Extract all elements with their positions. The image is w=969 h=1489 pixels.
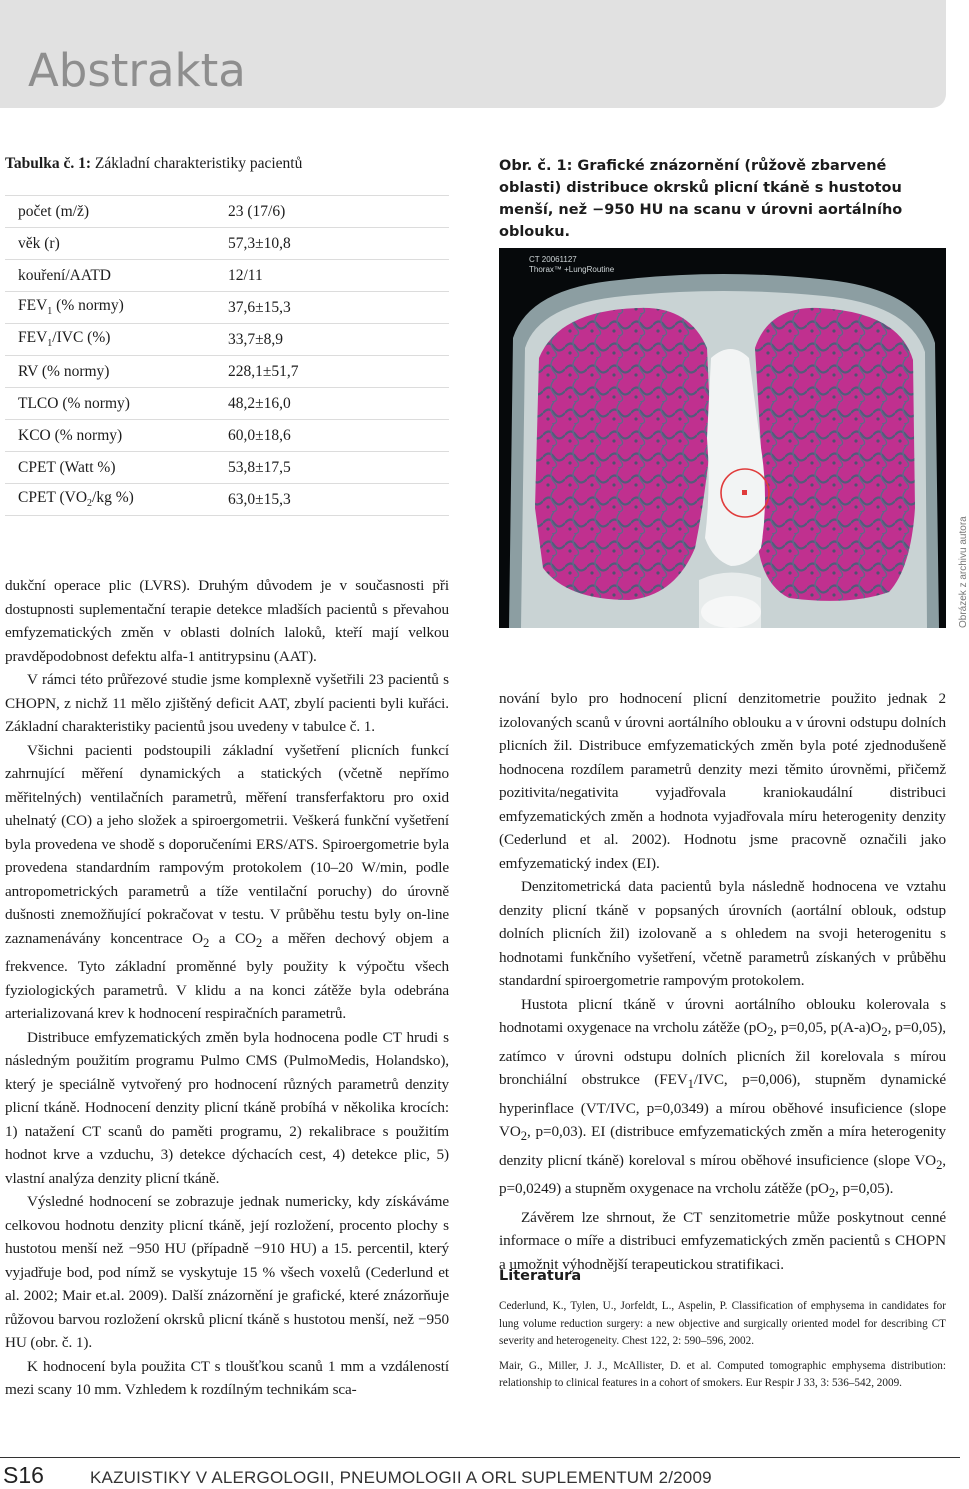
patient-characteristics-table bbox=[5, 195, 449, 516]
parameter-subscript: 1 bbox=[47, 338, 53, 350]
parameter-cell bbox=[5, 420, 228, 452]
value-cell: 33,7±8,9 bbox=[228, 324, 449, 356]
value-cell: 37,6±15,3 bbox=[228, 292, 449, 324]
parameter-label: CPET (VO bbox=[18, 489, 88, 507]
ct-label-1: CT 20061127 bbox=[529, 255, 577, 264]
value-cell: 23 (17/6) bbox=[228, 196, 449, 228]
subscript: 2 bbox=[202, 935, 210, 950]
table-caption-text: Základní charakteristiky pacientů bbox=[91, 155, 303, 172]
right-p3-b: , p=0,05, p(A-a)O bbox=[773, 1019, 882, 1036]
value-cell: 48,2±16,0 bbox=[228, 388, 449, 420]
left-column bbox=[5, 574, 449, 1402]
value-cell: 60,0±18,6 bbox=[228, 420, 449, 452]
parameter-subscript: 2 bbox=[87, 498, 93, 510]
ct-scan-image bbox=[499, 248, 946, 628]
left-paragraph-3 bbox=[5, 739, 449, 1026]
table-row bbox=[5, 388, 449, 420]
value-cell: 57,3±10,8 bbox=[228, 228, 449, 260]
left-p3-c: a měřen dechový objem a frekvence. Tyto základní proměnné byly použity k výpočtu všech fyziologických parametrů. V klidu a na konci zátěže byla odebrána arterializovaná krev k hodnocení respiračních parametrů. bbox=[5, 929, 450, 1023]
subscript: 1 bbox=[687, 1077, 694, 1092]
table-row bbox=[5, 292, 449, 324]
parameter-label: KCO (% normy) bbox=[18, 426, 123, 444]
right-p3-a: Hustota plicní tkáně v úrovni aortálního oblouku kolerovala s hodnotami oxygenace na vrcholu zátěže (pO bbox=[499, 995, 946, 1036]
parameter-cell bbox=[5, 196, 228, 228]
value-cell: 63,0±15,3 bbox=[228, 484, 449, 516]
table-row bbox=[5, 420, 449, 452]
left-p3-a: Všichni pacienti podstoupili základní vyšetření plicních funkcí zahrnující měření dynamických a statických (včetně nepřímo měřitelných) ventilačních parametrů, měření transferfaktoru pro oxid uhelnatý (CO) a jeho složek a spiroergometrii. Veškerá funkční vyšetření byla provedena ve shodě s doporučeními ERS/ATS. Spiroergometrie byla provedena standardním rampovým protokolem (10–20 W/min, podle antropometrických parametrů a tíže ventilační poruchy) do úrovně dušnosti znemožňující pokračovat v testu. V průběhu testu byly on-line zaznamenávány koncentrace O bbox=[5, 741, 449, 947]
parameter-cell bbox=[5, 388, 228, 420]
value-cell: 12/11 bbox=[228, 260, 449, 292]
left-paragraph-5: Výsledné hodnocení se zobrazuje jednak numericky, kdy získáváme celkovou hodnotu denzity plicní tkáně, její rozložení, procento plochy s hustotou menší než −950 HU (případně −910 HU) a 15. percentil, který vyjadřuje bod, pod nímž se vyskytuje 15 % všech voxelů (Cederlund et al. 2002; Mair et.al. 2009). Další znázornění je grafické, které znázorňuje růžovou barvou rozložení okrsků plicní tkáně s hustotou menší, než −950 HU (obr. č. 1). bbox=[5, 1193, 449, 1352]
parameter-label-suffix: (% normy) bbox=[52, 297, 124, 315]
right-p3-c: , p=0,05), zatímco v úrovni odstupu dolních plicních žil korelovala s mírou bronchiální obstrukce (FEV bbox=[499, 1019, 946, 1089]
right-paragraph-2: Denzitometrická data pacientů byla následně hodnocena ve vztahu denzity plicní tkáně v popsaných úrovních (aortální oblouk, odstup dolních plicních žil) izolovaně a s ohledem na svoji heterogenitu s hodnotami funkčního vyšetření, včetně parametrů získaných v průběhu standardní spiroergometrie rampovým protokolem. bbox=[499, 878, 946, 989]
table-row bbox=[5, 484, 449, 516]
right-paragraph-3 bbox=[499, 993, 946, 1206]
reference-item: Cederlund, K., Tylen, U., Jorfeldt, L., Aspelin, P. Classification of emphysema in candidates for lung volume reduction surgery: a new objective and surgically oriented model for describing CT severity and heterogeneity. Chest 122, 2: 590–596, 2002. bbox=[499, 1300, 946, 1347]
parameter-label: počet (m/ž) bbox=[18, 202, 90, 220]
table-row bbox=[5, 452, 449, 484]
left-paragraph-4: Distribuce emfyzematických změn byla hodnocena podle CT hrudi s následným použitím programu Pulmo CMS (PulmoMedis, Holandsko), který je speciálně vytvořený pro hodnocení různých parametrů denzity plicní tkáně. Hodnocení denzity plicní tkáně probíhá v několika krocích: 1) natažení CT scanů do paměti programu, 2) rekalibrace s použitím hodnot krve a vzduchu, 3) detekce dýchacích cest, 4) detekce plic, 5) vlastní analýza denzity plicní tkáně. bbox=[5, 1028, 449, 1187]
subscript: 2 bbox=[255, 935, 263, 950]
journal-name: KAZUISTIKY V ALERGOLOGII, PNEUMOLOGII A ORL SUPLEMENTUM 2/2009 bbox=[90, 1468, 712, 1487]
figure-caption: Obr. č. 1: Grafické znázornění (růžově zbarvené oblasti) distribuce okrsků plicní tkáně s hustotou menší, než −950 HU na scanu v úrovni aortálního oblouku. bbox=[499, 158, 903, 240]
subscript: 2 bbox=[936, 1157, 943, 1172]
parameter-cell bbox=[5, 324, 228, 356]
table-row bbox=[5, 324, 449, 356]
page-number: S16 bbox=[3, 1462, 44, 1488]
right-paragraph-4: Závěrem lze shrnout, že CT senzitometrie může poskytnout cenné informace o míře a distribuci emfyzematických změn pacientů s CHOPN a umožnit výhodnější terapeutickou stratifikaci. bbox=[499, 1208, 946, 1273]
parameter-label: kouření/AATD bbox=[18, 266, 111, 284]
parameter-cell bbox=[5, 484, 228, 516]
table-caption-label: Tabulka č. 1: bbox=[5, 155, 91, 172]
parameter-label-suffix: /IVC (%) bbox=[52, 329, 111, 347]
footer-rule bbox=[0, 1457, 960, 1458]
parameter-subscript: 1 bbox=[47, 306, 53, 318]
table-row bbox=[5, 196, 449, 228]
right-paragraph-1: nování bylo pro hodnocení plicní denzitometrie použito jednak 2 izolovaných scanů v úrovni aortálního oblouku a v úrovni odstupu dolních plicních žil. Distribuce emfyzematických změn byla poté zjednodušeně hodnocena rozdílem parametrů denzity mezi těmito úrovněmi, přičemž pozitivita/negativita vyjadřovala kraniokaudální distribuci emfyzematických změn a hodnota vyjadřovala míru heterogenity denzity (Cederlund et al. 2002). Hodnotu jsme pracovně označili jako emfyzematický index (EI). bbox=[499, 690, 946, 872]
parameter-label: TLCO (% normy) bbox=[18, 394, 130, 412]
parameter-label: věk (r) bbox=[18, 234, 60, 252]
section-title: Abstrakta bbox=[28, 44, 246, 97]
left-p3-b: a CO bbox=[209, 929, 256, 947]
right-column bbox=[499, 687, 946, 1276]
parameter-label: FEV bbox=[18, 297, 48, 315]
references bbox=[499, 1268, 946, 1400]
right-p3-d: /IVC, p=0,006), stupněm dynamické hyperinflace (VT/IVC, p=0,0349) a mírou oběhové insuficience (slope VO bbox=[499, 1071, 946, 1141]
parameter-label: CPET (Watt %) bbox=[18, 458, 116, 476]
parameter-cell bbox=[5, 260, 228, 292]
right-p3-f: , p=0,0249) a stupněm oxygenace na vrcholu zátěže (pO bbox=[499, 1151, 946, 1198]
parameter-cell bbox=[5, 452, 228, 484]
value-cell: 228,1±51,7 bbox=[228, 356, 449, 388]
right-p3-g: , p=0,05). bbox=[835, 1180, 894, 1198]
left-paragraph-1: dukční operace plic (LVRS). Druhým důvodem je v současnosti při dostupnosti suplementační terapie detekce mladších pacientů s převahou emfyzematických změn v oblasti dolních laloků, kteří mají velkou pravděpodobnost defektu alfa-1 antitrypsinu (AAT). bbox=[5, 577, 449, 665]
parameter-cell bbox=[5, 228, 228, 260]
parameter-label-suffix: /kg %) bbox=[92, 489, 134, 507]
subscript: 2 bbox=[520, 1129, 527, 1144]
table-row bbox=[5, 228, 449, 260]
subscript: 2 bbox=[767, 1025, 774, 1040]
ct-label-2: Thorax™ +LungRoutine bbox=[529, 265, 615, 274]
left-paragraph-2: V rámci této průřezové studie jsme komplexně vyšetřili 23 pacientů s CHOPN, z nichž 11 mělo zjištěný deficit AAT, zbylí pacienti byli kuřáci. Základní charakteristiky pacientů jsou uvedeny v tabulce č. 1. bbox=[5, 671, 449, 735]
value-cell: 53,8±17,5 bbox=[228, 452, 449, 484]
references-heading: Literatura bbox=[499, 1268, 582, 1284]
image-credit: Obrázek z archivu autora bbox=[958, 516, 969, 628]
table-caption bbox=[5, 155, 302, 173]
table-row bbox=[5, 260, 449, 292]
parameter-cell bbox=[5, 356, 228, 388]
parameter-label: RV (% normy) bbox=[18, 362, 110, 380]
ct-scan-graphic bbox=[499, 248, 946, 628]
subscript: 2 bbox=[881, 1025, 888, 1040]
right-p3-e: , p=0,03). EI (distribuce emfyzematických změn a míra heterogenity denzity plicní tkáně) koreloval s mírou oběhové insuficience (slope VO bbox=[499, 1123, 946, 1169]
parameter-label: FEV bbox=[18, 329, 48, 347]
left-paragraph-6: K hodnocení byla použita CT s tloušťkou scanů 1 mm a vzdáleností mezi scany 10 mm. Vzhledem k rozdílným technikám sca- bbox=[5, 1357, 449, 1399]
reference-item: Mair, G., Miller, J. J., McAllister, D. et al. Computed tomographic emphysema distribution: relationship to clinical features in a cohort of smokers. Eur Respir J 33, 3: 536–542, 2009. bbox=[499, 1359, 946, 1389]
subscript: 2 bbox=[828, 1186, 836, 1201]
table-row bbox=[5, 356, 449, 388]
parameter-cell bbox=[5, 292, 228, 324]
